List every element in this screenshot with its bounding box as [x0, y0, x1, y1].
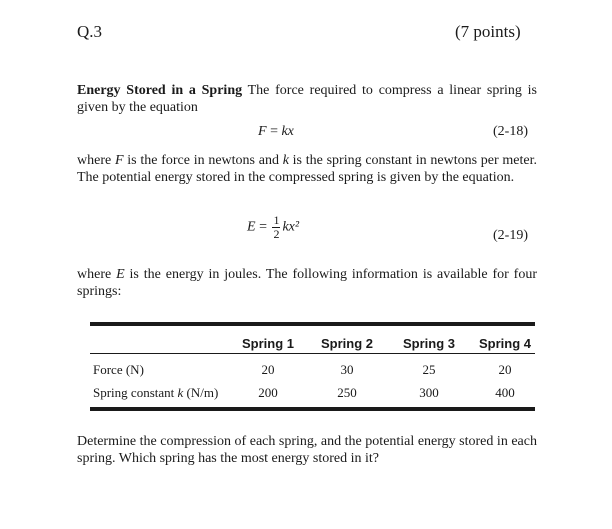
eq2-denominator: 2: [273, 227, 280, 241]
intro-paragraph: [77, 82, 537, 116]
table-cell: 20: [498, 362, 512, 377]
equation-2-18: [258, 124, 294, 140]
table-cell: 30: [340, 362, 354, 377]
intro-title: Energy Stored in a Spring: [77, 83, 243, 98]
para2-text-3: is the spring constant in newtons per meter. The potential energy stored in the compressed spring is given by the equation.: [77, 153, 538, 185]
table-cell: 20: [261, 362, 275, 377]
para2-text-1: where: [77, 153, 115, 168]
table-row-label-spring-constant: [93, 385, 218, 401]
eq2-rhs: kx²: [282, 219, 300, 235]
table-top-rule: [90, 322, 535, 326]
table-bottom-rule: [90, 407, 535, 411]
eq1-lhs: F: [258, 124, 267, 139]
force-definition-paragraph: [77, 152, 537, 186]
eq2-lhs: E: [247, 219, 256, 235]
table-cell: 400: [495, 385, 515, 400]
table-header-spring-2: Spring 2: [320, 336, 373, 351]
eq2-equals: =: [255, 219, 271, 235]
row2-label-post: (N/m): [183, 385, 219, 400]
table-row-label-force: Force (N): [93, 362, 144, 377]
para2-text-2: is the force in newtons and: [123, 153, 283, 168]
task-paragraph: Determine the compression of each spring, and the potential energy stored in each spring. Which spring has the most energy stored in it?: [77, 434, 537, 466]
table-header-spring-4: Spring 4: [478, 336, 531, 351]
para2-var-F: F: [114, 153, 124, 168]
eq1-equals: =: [266, 124, 282, 139]
table-cell: 25: [422, 362, 436, 377]
para3-var-E: E: [116, 267, 125, 282]
equation-number-2-19: (2-19): [493, 228, 528, 243]
question-number: Q.3: [77, 22, 103, 41]
points-label: (7 points): [455, 22, 521, 41]
row2-label-pre: Spring constant: [93, 385, 178, 400]
intro-text: The force required to compress a linear spring is given by the equation: [77, 83, 538, 115]
table-cell: 200: [258, 385, 278, 400]
para3-text-1: where: [77, 267, 117, 282]
eq2-numerator: 1: [273, 213, 280, 227]
table-header-rule: [90, 353, 535, 354]
equation-number-2-18: (2-18): [493, 124, 528, 139]
energy-definition-paragraph: [77, 266, 537, 300]
eq2-fraction: [272, 214, 280, 241]
row2-label-var: k: [177, 385, 184, 400]
para3-text-2: is the energy in joules. The following information is available for four springs:: [77, 267, 538, 299]
table-header-spring-1: Spring 1: [241, 336, 294, 351]
table-cell: 250: [337, 385, 357, 400]
equation-2-19: [247, 214, 299, 241]
eq1-rhs: kx: [281, 124, 294, 139]
table-header-spring-3: Spring 3: [402, 336, 455, 351]
table-cell: 300: [419, 385, 439, 400]
para2-var-k: k: [282, 153, 289, 168]
